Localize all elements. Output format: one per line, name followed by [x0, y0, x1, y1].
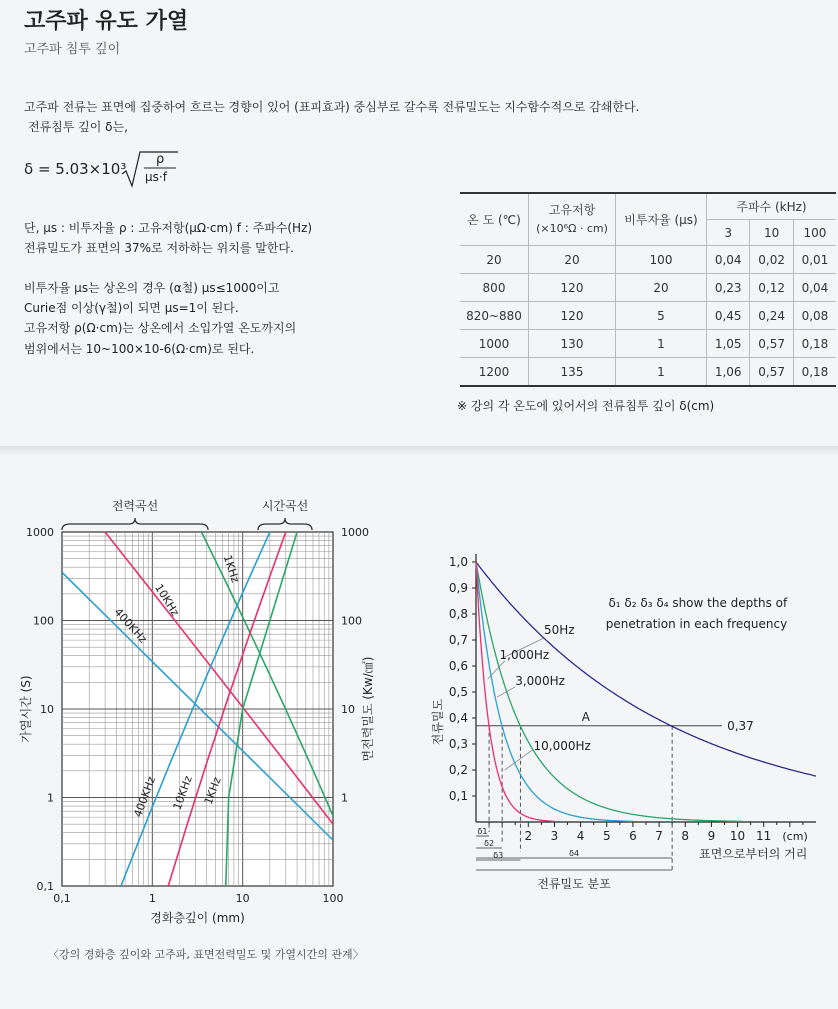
y-tick-label: 10	[40, 703, 54, 716]
cell: 120	[529, 274, 616, 302]
curve-1,000Hz	[476, 562, 555, 821]
x-tick-label: 0,1	[53, 892, 71, 905]
y-tick-label: 0,1	[448, 789, 468, 803]
cell: 1200	[460, 358, 529, 387]
note-line-4: Curie점 이상(γ철)이 되면 μs=1이 된다.	[24, 301, 239, 315]
cell: 1	[616, 358, 707, 387]
x-tick-label: 9	[707, 829, 716, 843]
cell: 0,08	[793, 302, 836, 330]
hardening-depth-chart	[0, 480, 420, 970]
page-title: 고주파 유도 가열	[24, 9, 189, 34]
x-tick-label: 11	[756, 829, 772, 843]
time-curve-bracket	[258, 518, 312, 530]
y-tick-label: 0,3	[448, 737, 468, 751]
y-right-tick-label: 1000	[341, 526, 369, 539]
cell: 0,01	[793, 246, 836, 274]
label-400khz-power: 400KHz	[111, 605, 150, 646]
cell: 1	[616, 330, 707, 358]
label-400khz-time: 400KHz	[131, 774, 159, 819]
cell: 0,02	[750, 246, 793, 274]
cell: 135	[529, 358, 616, 387]
chart-title: 전류밀도 분포	[537, 877, 611, 891]
y-right-tick-label: 10	[341, 703, 355, 716]
y-right-tick-label: 1	[341, 791, 348, 805]
depth-label: δ3	[493, 851, 504, 860]
cell: 20	[616, 274, 707, 302]
freq-100-header: 100	[793, 220, 836, 246]
table-row	[460, 274, 836, 302]
x-tick-label: 8	[681, 829, 690, 843]
series-label: 1,000Hz	[499, 648, 550, 662]
y-tick-label: 0,2	[448, 763, 468, 777]
x-axis-label: 표면으로부터의 거리	[699, 847, 808, 861]
y-right-tick-label: 100	[341, 614, 362, 628]
power-curve-label: 전력곡선	[111, 499, 159, 513]
cell: 0,18	[793, 330, 836, 358]
x-tick-label: 1	[148, 892, 156, 905]
section-divider	[0, 446, 838, 456]
col-resistivity-unit: (×10⁶Ω · cm)	[536, 222, 608, 235]
x-tick-label: 10	[729, 829, 746, 843]
note-line-2: 전류밀도가 표면의 37%로 저하하는 위치를 말한다.	[24, 241, 294, 255]
note-line-5: 고유저항 ρ(Ω·cm)는 상온에서 소입가열 온도까지의	[24, 321, 297, 335]
note-line-1: 단, μs : 비투자율 ρ : 고유저항(μΩ·cm) f : 주파수(Hz)	[24, 221, 313, 235]
formula-lhs: δ = 5.03×10³	[24, 160, 127, 178]
chart2-labels	[430, 555, 808, 891]
series-label: 50Hz	[544, 623, 575, 637]
curve-50Hz	[476, 562, 816, 776]
x-tick-label: 10	[235, 892, 250, 905]
cell: 0,04	[707, 246, 750, 274]
cell: 820~880	[460, 302, 529, 330]
y-tick-label: 1,0	[448, 555, 468, 569]
series-pointer	[505, 749, 534, 770]
col-resistivity-header	[529, 193, 616, 246]
x-tick-label: 5	[602, 829, 611, 843]
y-tick-label: 100	[33, 614, 54, 628]
x-tick-label: 2	[524, 829, 533, 843]
reference-line-label: A	[581, 709, 590, 724]
depth-label: δ4	[569, 849, 580, 858]
y-tick-label: 0,8	[448, 607, 468, 621]
freq-3-header: 3	[707, 220, 750, 246]
label-10khz-power: 10KHz	[152, 581, 182, 619]
y-tick-label: 0,7	[448, 633, 468, 647]
y-tick-label: 0,9	[448, 581, 468, 595]
label-1khz-time: 1KHz	[201, 775, 224, 807]
cell: 0,45	[707, 302, 750, 330]
cell: 100	[616, 246, 707, 274]
cell: 0,57	[750, 358, 793, 387]
table-caption: ※ 강의 각 온도에 있어서의 전류침투 깊이 δ(cm)	[457, 399, 715, 413]
series-label: 10,000Hz	[533, 739, 591, 753]
intro-line-2: 전류침투 깊이 δ는,	[28, 120, 128, 134]
x-tick-label: 7	[655, 829, 663, 843]
chart1-grid	[62, 532, 333, 886]
power-curve-bracket	[62, 518, 208, 530]
cell: 0,24	[750, 302, 793, 330]
cell: 0,57	[750, 330, 793, 358]
figure-caption: 〈강의 경화층 깊이와 고주파, 표면전력밀도 및 가열시간의 관계〉	[48, 948, 364, 961]
x-unit-label: (cm)	[782, 830, 808, 843]
x-tick-label: 4	[576, 829, 585, 843]
time-curve-label: 시간곡선	[261, 499, 309, 513]
annotation-line-1: δ₁ δ₂ δ₃ δ₄ show the depths of	[608, 596, 788, 610]
x-tick-label: 6	[629, 829, 637, 843]
penetration-depth-table	[460, 192, 836, 387]
freq-10-header: 10	[750, 220, 793, 246]
col-resistivity-label: 고유저항	[548, 203, 596, 217]
cell: 20	[460, 246, 529, 274]
formula-numerator: ρ	[156, 152, 165, 167]
cell: 800	[460, 274, 529, 302]
depth-label: δ2	[484, 839, 495, 848]
table-row	[460, 358, 836, 387]
table-row	[460, 302, 836, 330]
cell: 1,05	[707, 330, 750, 358]
formula-denominator: μs·f	[145, 170, 167, 184]
note-line-6: 범위에서는 10~100×10-6(Ω·cm)로 된다.	[24, 342, 255, 356]
cell: 1000	[460, 330, 529, 358]
table-row	[460, 246, 836, 274]
annotation-line-2: penetration in each frequency	[605, 616, 788, 631]
x-axis-label: 경화층깊이 (mm)	[150, 911, 245, 925]
depth-label: δ1	[477, 827, 488, 836]
y-axis-label: 가열시간 (S)	[19, 675, 33, 743]
cell: 130	[529, 330, 616, 358]
y-tick-label: 1000	[26, 526, 54, 539]
y-tick-label: 0,1	[36, 880, 54, 893]
y-tick-label: 0,4	[448, 711, 468, 725]
cell: 1,06	[707, 358, 750, 387]
reference-value-label: 0,37	[727, 718, 754, 733]
y-axis-label: 전류밀도	[431, 698, 445, 746]
col-frequency-header: 주파수 (kHz)	[707, 193, 837, 220]
cell: 0,23	[707, 274, 750, 302]
col-permeability-header: 비투자율 (μs)	[616, 193, 707, 246]
label-10khz-time: 10KHz	[170, 774, 195, 812]
cell: 0,04	[793, 274, 836, 302]
table-row	[460, 330, 836, 358]
intro-line-1: 고주파 전류는 표면에 집중하여 흐르는 경향이 있어 (표피효과) 중심부로 갈수록 전류밀도는 지수함수적으로 감쇄한다.	[24, 100, 640, 114]
y-tick-label: 0,6	[448, 659, 468, 673]
col-temp-header: 온 도 (℃)	[460, 193, 529, 246]
cell: 0,18	[793, 358, 836, 387]
page-subtitle: 고주파 침투 깊이	[24, 42, 121, 57]
y-tick-label: 0,5	[448, 685, 468, 699]
cell: 0,12	[750, 274, 793, 302]
label-1khz-power: 1KHz	[220, 553, 242, 585]
y-tick-label: 1	[47, 791, 54, 805]
current-density-chart	[420, 540, 838, 900]
series-label: 3,000Hz	[515, 674, 565, 688]
y-axis-right-label: 면전력밀도 (Kw/㎠)	[361, 656, 375, 762]
note-line-3: 비투자율 μs는 상온의 경우 (α철) μs≤1000이고	[24, 281, 280, 295]
x-tick-label: 3	[550, 829, 559, 843]
cell: 120	[529, 302, 616, 330]
x-tick-label: 100	[322, 892, 344, 905]
cell: 20	[529, 246, 616, 274]
cell: 5	[616, 302, 707, 330]
